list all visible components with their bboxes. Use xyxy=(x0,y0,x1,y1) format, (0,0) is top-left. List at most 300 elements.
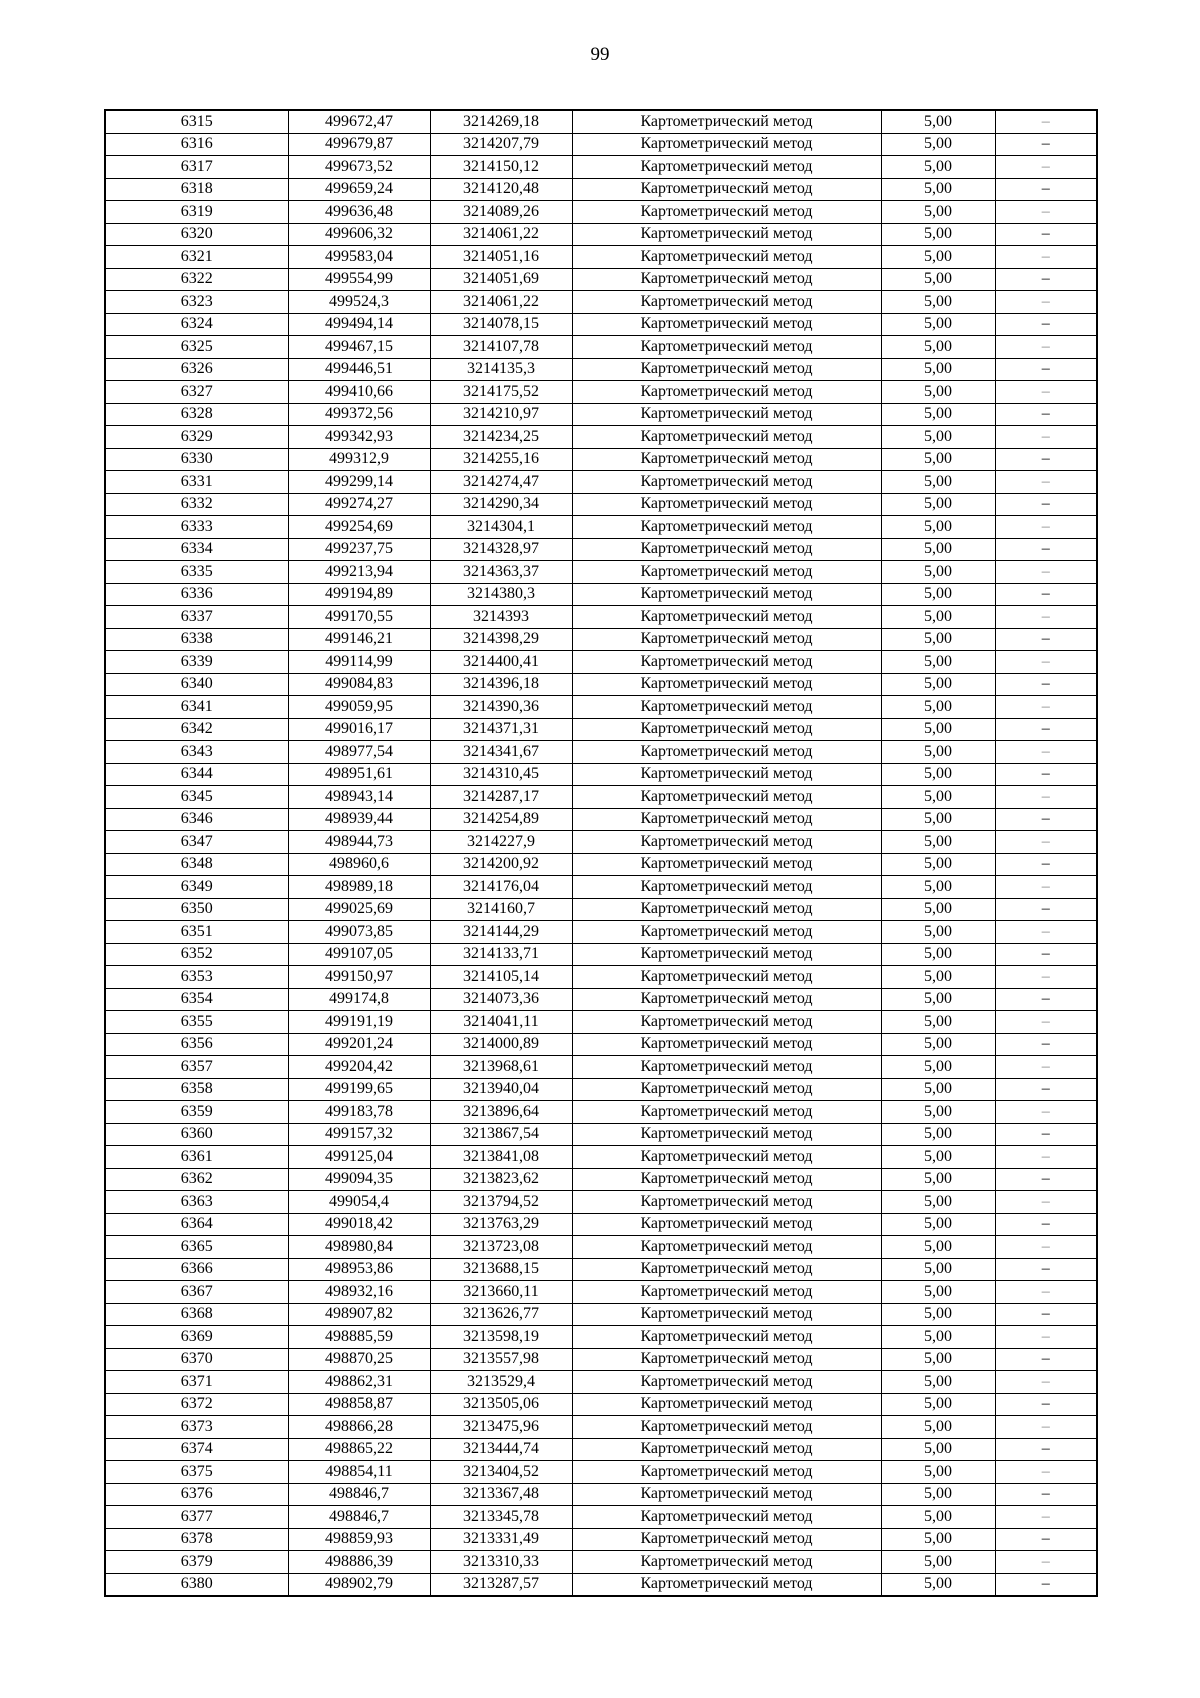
y-coordinate-cell: 3214371,31 xyxy=(430,718,572,741)
table-row xyxy=(105,1393,1097,1416)
y-coordinate-cell: 3214150,12 xyxy=(430,156,572,179)
x-coordinate-cell: 499672,47 xyxy=(288,110,430,133)
x-coordinate-cell: 498886,39 xyxy=(288,1551,430,1574)
accuracy-cell: 5,00 xyxy=(881,381,995,404)
note-cell: – xyxy=(995,1371,1097,1394)
note-cell: – xyxy=(995,1573,1097,1596)
y-coordinate-cell: 3213626,77 xyxy=(430,1303,572,1326)
y-coordinate-cell: 3214363,37 xyxy=(430,561,572,584)
method-cell: Картометрический метод xyxy=(572,313,881,336)
x-coordinate-cell: 499107,05 xyxy=(288,943,430,966)
point-number-cell: 6355 xyxy=(105,1011,288,1034)
method-cell: Картометрический метод xyxy=(572,1461,881,1484)
point-number-cell: 6342 xyxy=(105,718,288,741)
method-cell: Картометрический метод xyxy=(572,808,881,831)
accuracy-cell: 5,00 xyxy=(881,1506,995,1529)
method-cell: Картометрический метод xyxy=(572,628,881,651)
method-cell: Картометрический метод xyxy=(572,493,881,516)
x-coordinate-cell: 498960,6 xyxy=(288,853,430,876)
x-coordinate-cell: 498943,14 xyxy=(288,786,430,809)
method-cell: Картометрический метод xyxy=(572,673,881,696)
y-coordinate-cell: 3213794,52 xyxy=(430,1191,572,1214)
table-row xyxy=(105,1303,1097,1326)
note-cell: – xyxy=(995,133,1097,156)
x-coordinate-cell: 498977,54 xyxy=(288,741,430,764)
accuracy-cell: 5,00 xyxy=(881,696,995,719)
method-cell: Картометрический метод xyxy=(572,268,881,291)
note-cell: – xyxy=(995,561,1097,584)
point-number-cell: 6377 xyxy=(105,1506,288,1529)
table-row xyxy=(105,853,1097,876)
method-cell: Картометрический метод xyxy=(572,133,881,156)
accuracy-cell: 5,00 xyxy=(881,1303,995,1326)
point-number-cell: 6319 xyxy=(105,201,288,224)
x-coordinate-cell: 498902,79 xyxy=(288,1573,430,1596)
accuracy-cell: 5,00 xyxy=(881,336,995,359)
table-row xyxy=(105,696,1097,719)
table-row xyxy=(105,268,1097,291)
coordinates-table xyxy=(104,109,1098,1597)
accuracy-cell: 5,00 xyxy=(881,448,995,471)
accuracy-cell: 5,00 xyxy=(881,1213,995,1236)
accuracy-cell: 5,00 xyxy=(881,201,995,224)
accuracy-cell: 5,00 xyxy=(881,808,995,831)
method-cell: Картометрический метод xyxy=(572,1056,881,1079)
y-coordinate-cell: 3213444,74 xyxy=(430,1438,572,1461)
y-coordinate-cell: 3214210,97 xyxy=(430,403,572,426)
accuracy-cell: 5,00 xyxy=(881,1168,995,1191)
method-cell: Картометрический метод xyxy=(572,358,881,381)
table-row xyxy=(105,1123,1097,1146)
note-cell: – xyxy=(995,381,1097,404)
method-cell: Картометрический метод xyxy=(572,1506,881,1529)
x-coordinate-cell: 499237,75 xyxy=(288,538,430,561)
x-coordinate-cell: 499174,8 xyxy=(288,988,430,1011)
table-row xyxy=(105,786,1097,809)
note-cell: – xyxy=(995,1236,1097,1259)
point-number-cell: 6362 xyxy=(105,1168,288,1191)
accuracy-cell: 5,00 xyxy=(881,1371,995,1394)
note-cell: – xyxy=(995,1393,1097,1416)
y-coordinate-cell: 3214341,67 xyxy=(430,741,572,764)
note-cell: – xyxy=(995,493,1097,516)
y-coordinate-cell: 3214380,3 xyxy=(430,583,572,606)
point-number-cell: 6374 xyxy=(105,1438,288,1461)
point-number-cell: 6378 xyxy=(105,1528,288,1551)
y-coordinate-cell: 3214135,3 xyxy=(430,358,572,381)
method-cell: Картометрический метод xyxy=(572,1011,881,1034)
table-row xyxy=(105,561,1097,584)
note-cell: – xyxy=(995,201,1097,224)
table-row xyxy=(105,1483,1097,1506)
table-row xyxy=(105,651,1097,674)
y-coordinate-cell: 3213505,06 xyxy=(430,1393,572,1416)
table-row xyxy=(105,921,1097,944)
point-number-cell: 6327 xyxy=(105,381,288,404)
method-cell: Картометрический метод xyxy=(572,403,881,426)
y-coordinate-cell: 3213598,19 xyxy=(430,1326,572,1349)
method-cell: Картометрический метод xyxy=(572,471,881,494)
x-coordinate-cell: 499636,48 xyxy=(288,201,430,224)
y-coordinate-cell: 3214274,47 xyxy=(430,471,572,494)
note-cell: – xyxy=(995,1348,1097,1371)
y-coordinate-cell: 3213968,61 xyxy=(430,1056,572,1079)
point-number-cell: 6372 xyxy=(105,1393,288,1416)
method-cell: Картометрический метод xyxy=(572,1303,881,1326)
method-cell: Картометрический метод xyxy=(572,1213,881,1236)
y-coordinate-cell: 3214078,15 xyxy=(430,313,572,336)
method-cell: Картометрический метод xyxy=(572,943,881,966)
method-cell: Картометрический метод xyxy=(572,1258,881,1281)
method-cell: Картометрический метод xyxy=(572,1551,881,1574)
method-cell: Картометрический метод xyxy=(572,1101,881,1124)
y-coordinate-cell: 3214200,92 xyxy=(430,853,572,876)
note-cell: – xyxy=(995,606,1097,629)
point-number-cell: 6335 xyxy=(105,561,288,584)
accuracy-cell: 5,00 xyxy=(881,628,995,651)
note-cell: – xyxy=(995,966,1097,989)
method-cell: Картометрический метод xyxy=(572,201,881,224)
x-coordinate-cell: 499446,51 xyxy=(288,358,430,381)
x-coordinate-cell: 498865,22 xyxy=(288,1438,430,1461)
x-coordinate-cell: 499170,55 xyxy=(288,606,430,629)
table-row xyxy=(105,808,1097,831)
point-number-cell: 6373 xyxy=(105,1416,288,1439)
point-number-cell: 6358 xyxy=(105,1078,288,1101)
point-number-cell: 6360 xyxy=(105,1123,288,1146)
table-row xyxy=(105,493,1097,516)
method-cell: Картометрический метод xyxy=(572,1528,881,1551)
point-number-cell: 6345 xyxy=(105,786,288,809)
x-coordinate-cell: 498939,44 xyxy=(288,808,430,831)
x-coordinate-cell: 498846,7 xyxy=(288,1506,430,1529)
point-number-cell: 6317 xyxy=(105,156,288,179)
accuracy-cell: 5,00 xyxy=(881,358,995,381)
accuracy-cell: 5,00 xyxy=(881,651,995,674)
method-cell: Картометрический метод xyxy=(572,1348,881,1371)
y-coordinate-cell: 3214396,18 xyxy=(430,673,572,696)
accuracy-cell: 5,00 xyxy=(881,1326,995,1349)
table-row xyxy=(105,988,1097,1011)
accuracy-cell: 5,00 xyxy=(881,403,995,426)
point-number-cell: 6329 xyxy=(105,426,288,449)
page-number: 99 xyxy=(590,44,610,65)
y-coordinate-cell: 3213475,96 xyxy=(430,1416,572,1439)
point-number-cell: 6343 xyxy=(105,741,288,764)
y-coordinate-cell: 3214398,29 xyxy=(430,628,572,651)
note-cell: – xyxy=(995,943,1097,966)
method-cell: Картометрический метод xyxy=(572,966,881,989)
method-cell: Картометрический метод xyxy=(572,763,881,786)
accuracy-cell: 5,00 xyxy=(881,1483,995,1506)
table-row xyxy=(105,223,1097,246)
note-cell: – xyxy=(995,1168,1097,1191)
y-coordinate-cell: 3214051,69 xyxy=(430,268,572,291)
method-cell: Картометрический метод xyxy=(572,1438,881,1461)
method-cell: Картометрический метод xyxy=(572,696,881,719)
point-number-cell: 6330 xyxy=(105,448,288,471)
table-row xyxy=(105,1461,1097,1484)
table-row xyxy=(105,1056,1097,1079)
accuracy-cell: 5,00 xyxy=(881,1416,995,1439)
y-coordinate-cell: 3214328,97 xyxy=(430,538,572,561)
x-coordinate-cell: 499583,04 xyxy=(288,246,430,269)
point-number-cell: 6352 xyxy=(105,943,288,966)
table-row xyxy=(105,246,1097,269)
accuracy-cell: 5,00 xyxy=(881,1236,995,1259)
note-cell: – xyxy=(995,1438,1097,1461)
method-cell: Картометрический метод xyxy=(572,381,881,404)
point-number-cell: 6339 xyxy=(105,651,288,674)
method-cell: Картометрический метод xyxy=(572,651,881,674)
table-row xyxy=(105,831,1097,854)
x-coordinate-cell: 499213,94 xyxy=(288,561,430,584)
point-number-cell: 6347 xyxy=(105,831,288,854)
point-number-cell: 6365 xyxy=(105,1236,288,1259)
point-number-cell: 6359 xyxy=(105,1101,288,1124)
point-number-cell: 6354 xyxy=(105,988,288,1011)
table-row xyxy=(105,358,1097,381)
accuracy-cell: 5,00 xyxy=(881,1056,995,1079)
note-cell: – xyxy=(995,1551,1097,1574)
accuracy-cell: 5,00 xyxy=(881,1033,995,1056)
note-cell: – xyxy=(995,426,1097,449)
accuracy-cell: 5,00 xyxy=(881,1393,995,1416)
method-cell: Картометрический метод xyxy=(572,1393,881,1416)
accuracy-cell: 5,00 xyxy=(881,1528,995,1551)
x-coordinate-cell: 499084,83 xyxy=(288,673,430,696)
table-row xyxy=(105,1528,1097,1551)
accuracy-cell: 5,00 xyxy=(881,831,995,854)
method-cell: Картометрический метод xyxy=(572,583,881,606)
note-cell: – xyxy=(995,583,1097,606)
x-coordinate-cell: 498932,16 xyxy=(288,1281,430,1304)
method-cell: Картометрический метод xyxy=(572,516,881,539)
y-coordinate-cell: 3213823,62 xyxy=(430,1168,572,1191)
point-number-cell: 6325 xyxy=(105,336,288,359)
point-number-cell: 6350 xyxy=(105,898,288,921)
table-row xyxy=(105,471,1097,494)
point-number-cell: 6336 xyxy=(105,583,288,606)
table-row xyxy=(105,201,1097,224)
table-row xyxy=(105,741,1097,764)
point-number-cell: 6371 xyxy=(105,1371,288,1394)
y-coordinate-cell: 3214051,16 xyxy=(430,246,572,269)
table-row xyxy=(105,1551,1097,1574)
table-row xyxy=(105,1101,1097,1124)
point-number-cell: 6318 xyxy=(105,178,288,201)
table-row xyxy=(105,1258,1097,1281)
method-cell: Картометрический метод xyxy=(572,606,881,629)
table-row xyxy=(105,1506,1097,1529)
table-row xyxy=(105,336,1097,359)
method-cell: Картометрический метод xyxy=(572,1371,881,1394)
note-cell: – xyxy=(995,1258,1097,1281)
note-cell: – xyxy=(995,1146,1097,1169)
accuracy-cell: 5,00 xyxy=(881,493,995,516)
point-number-cell: 6367 xyxy=(105,1281,288,1304)
note-cell: – xyxy=(995,291,1097,314)
accuracy-cell: 5,00 xyxy=(881,1461,995,1484)
point-number-cell: 6333 xyxy=(105,516,288,539)
point-number-cell: 6349 xyxy=(105,876,288,899)
x-coordinate-cell: 499016,17 xyxy=(288,718,430,741)
point-number-cell: 6316 xyxy=(105,133,288,156)
table-row xyxy=(105,1573,1097,1596)
accuracy-cell: 5,00 xyxy=(881,291,995,314)
y-coordinate-cell: 3214269,18 xyxy=(430,110,572,133)
table-row xyxy=(105,1371,1097,1394)
accuracy-cell: 5,00 xyxy=(881,988,995,1011)
note-cell: – xyxy=(995,1056,1097,1079)
accuracy-cell: 5,00 xyxy=(881,763,995,786)
y-coordinate-cell: 3214144,29 xyxy=(430,921,572,944)
y-coordinate-cell: 3214287,17 xyxy=(430,786,572,809)
y-coordinate-cell: 3214310,45 xyxy=(430,763,572,786)
y-coordinate-cell: 3214061,22 xyxy=(430,223,572,246)
method-cell: Картометрический метод xyxy=(572,1483,881,1506)
table-row xyxy=(105,1281,1097,1304)
note-cell: – xyxy=(995,336,1097,359)
y-coordinate-cell: 3213763,29 xyxy=(430,1213,572,1236)
x-coordinate-cell: 499254,69 xyxy=(288,516,430,539)
point-number-cell: 6341 xyxy=(105,696,288,719)
point-number-cell: 6331 xyxy=(105,471,288,494)
x-coordinate-cell: 499524,3 xyxy=(288,291,430,314)
point-number-cell: 6356 xyxy=(105,1033,288,1056)
method-cell: Картометрический метод xyxy=(572,110,881,133)
accuracy-cell: 5,00 xyxy=(881,921,995,944)
x-coordinate-cell: 498953,86 xyxy=(288,1258,430,1281)
y-coordinate-cell: 3214089,26 xyxy=(430,201,572,224)
accuracy-cell: 5,00 xyxy=(881,718,995,741)
accuracy-cell: 5,00 xyxy=(881,853,995,876)
point-number-cell: 6321 xyxy=(105,246,288,269)
note-cell: – xyxy=(995,1528,1097,1551)
x-coordinate-cell: 498951,61 xyxy=(288,763,430,786)
table-row xyxy=(105,448,1097,471)
table-row xyxy=(105,943,1097,966)
x-coordinate-cell: 499679,87 xyxy=(288,133,430,156)
accuracy-cell: 5,00 xyxy=(881,943,995,966)
note-cell: – xyxy=(995,741,1097,764)
point-number-cell: 6348 xyxy=(105,853,288,876)
y-coordinate-cell: 3214234,25 xyxy=(430,426,572,449)
point-number-cell: 6323 xyxy=(105,291,288,314)
point-number-cell: 6353 xyxy=(105,966,288,989)
accuracy-cell: 5,00 xyxy=(881,516,995,539)
accuracy-cell: 5,00 xyxy=(881,1281,995,1304)
table-row xyxy=(105,516,1097,539)
table-row xyxy=(105,1011,1097,1034)
y-coordinate-cell: 3214400,41 xyxy=(430,651,572,674)
y-coordinate-cell: 3214000,89 xyxy=(430,1033,572,1056)
x-coordinate-cell: 499150,97 xyxy=(288,966,430,989)
table-row xyxy=(105,606,1097,629)
x-coordinate-cell: 499073,85 xyxy=(288,921,430,944)
point-number-cell: 6364 xyxy=(105,1213,288,1236)
x-coordinate-cell: 498866,28 xyxy=(288,1416,430,1439)
y-coordinate-cell: 3214105,14 xyxy=(430,966,572,989)
x-coordinate-cell: 498859,93 xyxy=(288,1528,430,1551)
y-coordinate-cell: 3214175,52 xyxy=(430,381,572,404)
accuracy-cell: 5,00 xyxy=(881,741,995,764)
x-coordinate-cell: 498858,87 xyxy=(288,1393,430,1416)
x-coordinate-cell: 499191,19 xyxy=(288,1011,430,1034)
method-cell: Картометрический метод xyxy=(572,1573,881,1596)
note-cell: – xyxy=(995,516,1097,539)
note-cell: – xyxy=(995,831,1097,854)
accuracy-cell: 5,00 xyxy=(881,426,995,449)
method-cell: Картометрический метод xyxy=(572,853,881,876)
method-cell: Картометрический метод xyxy=(572,1236,881,1259)
accuracy-cell: 5,00 xyxy=(881,156,995,179)
accuracy-cell: 5,00 xyxy=(881,133,995,156)
accuracy-cell: 5,00 xyxy=(881,1551,995,1574)
x-coordinate-cell: 499342,93 xyxy=(288,426,430,449)
note-cell: – xyxy=(995,763,1097,786)
accuracy-cell: 5,00 xyxy=(881,538,995,561)
table-row xyxy=(105,1348,1097,1371)
y-coordinate-cell: 3213940,04 xyxy=(430,1078,572,1101)
accuracy-cell: 5,00 xyxy=(881,1258,995,1281)
point-number-cell: 6346 xyxy=(105,808,288,831)
point-number-cell: 6380 xyxy=(105,1573,288,1596)
table-row xyxy=(105,898,1097,921)
note-cell: – xyxy=(995,1123,1097,1146)
point-number-cell: 6332 xyxy=(105,493,288,516)
x-coordinate-cell: 498989,18 xyxy=(288,876,430,899)
table-row xyxy=(105,1438,1097,1461)
x-coordinate-cell: 499673,52 xyxy=(288,156,430,179)
accuracy-cell: 5,00 xyxy=(881,786,995,809)
y-coordinate-cell: 3214176,04 xyxy=(430,876,572,899)
accuracy-cell: 5,00 xyxy=(881,246,995,269)
x-coordinate-cell: 499410,66 xyxy=(288,381,430,404)
method-cell: Картометрический метод xyxy=(572,1326,881,1349)
note-cell: – xyxy=(995,246,1097,269)
accuracy-cell: 5,00 xyxy=(881,1348,995,1371)
point-number-cell: 6315 xyxy=(105,110,288,133)
y-coordinate-cell: 3213660,11 xyxy=(430,1281,572,1304)
method-cell: Картометрический метод xyxy=(572,246,881,269)
y-coordinate-cell: 3214133,71 xyxy=(430,943,572,966)
note-cell: – xyxy=(995,471,1097,494)
note-cell: – xyxy=(995,110,1097,133)
table-row xyxy=(105,628,1097,651)
accuracy-cell: 5,00 xyxy=(881,313,995,336)
accuracy-cell: 5,00 xyxy=(881,471,995,494)
note-cell: – xyxy=(995,1483,1097,1506)
note-cell: – xyxy=(995,808,1097,831)
accuracy-cell: 5,00 xyxy=(881,1438,995,1461)
y-coordinate-cell: 3214120,48 xyxy=(430,178,572,201)
method-cell: Картометрический метод xyxy=(572,538,881,561)
y-coordinate-cell: 3213557,98 xyxy=(430,1348,572,1371)
x-coordinate-cell: 499199,65 xyxy=(288,1078,430,1101)
y-coordinate-cell: 3214290,34 xyxy=(430,493,572,516)
coordinates-table-body xyxy=(105,110,1097,1596)
note-cell: – xyxy=(995,718,1097,741)
table-row xyxy=(105,583,1097,606)
y-coordinate-cell: 3213331,49 xyxy=(430,1528,572,1551)
table-row xyxy=(105,763,1097,786)
point-number-cell: 6376 xyxy=(105,1483,288,1506)
note-cell: – xyxy=(995,156,1097,179)
note-cell: – xyxy=(995,673,1097,696)
x-coordinate-cell: 499114,99 xyxy=(288,651,430,674)
note-cell: – xyxy=(995,403,1097,426)
